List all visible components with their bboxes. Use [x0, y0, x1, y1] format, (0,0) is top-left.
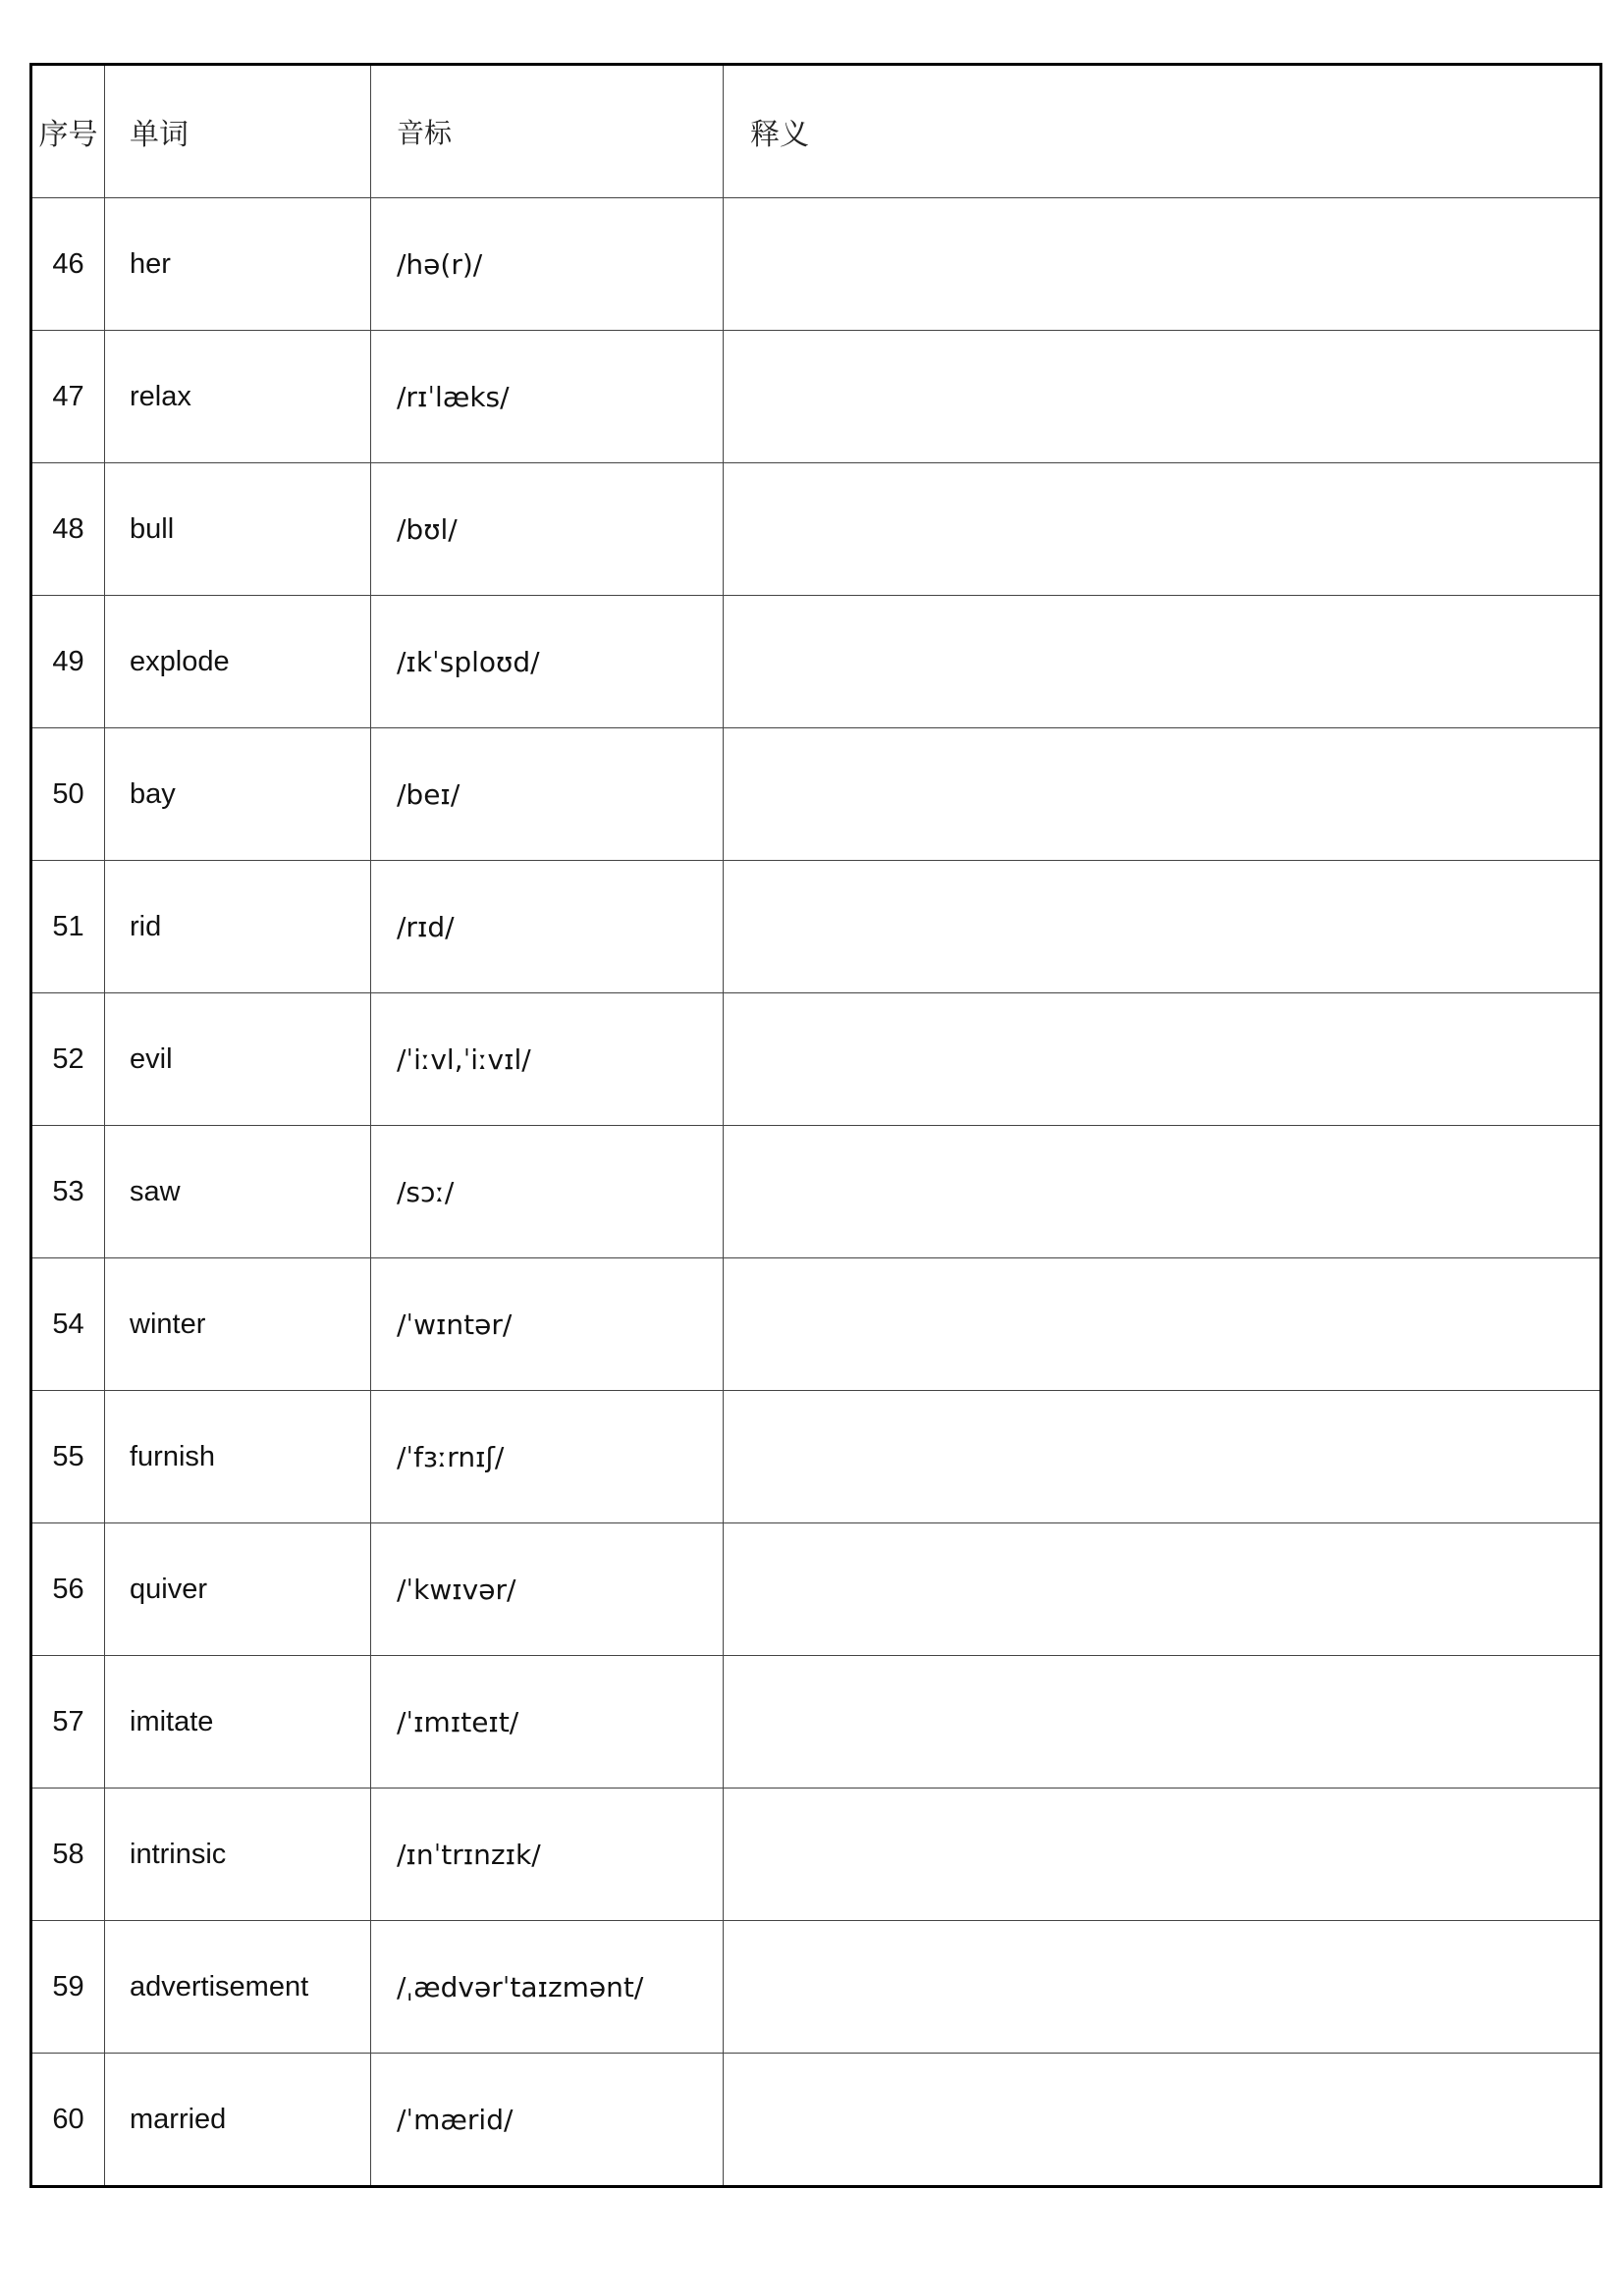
row-phonetic: /ˈɪmɪteɪt/ — [371, 1656, 724, 1789]
header-word: 单词 — [105, 65, 371, 198]
row-phonetic: /sɔː/ — [371, 1126, 724, 1258]
table-row — [31, 1656, 1601, 1789]
table-row — [31, 1523, 1601, 1656]
row-number: 51 — [31, 861, 105, 993]
row-phonetic: /ˈiːvl,ˈiːvɪl/ — [371, 993, 724, 1126]
row-definition — [724, 728, 1601, 861]
row-phonetic: /bʊl/ — [371, 463, 724, 596]
row-word: rid — [105, 861, 371, 993]
row-number: 59 — [31, 1921, 105, 2054]
row-number: 53 — [31, 1126, 105, 1258]
row-word: imitate — [105, 1656, 371, 1789]
row-word: her — [105, 198, 371, 331]
row-phonetic: /rɪˈlæks/ — [371, 331, 724, 463]
row-word: furnish — [105, 1391, 371, 1523]
row-definition — [724, 2054, 1601, 2187]
row-phonetic: /ɪnˈtrɪnzɪk/ — [371, 1789, 724, 1921]
header-definition: 释义 — [724, 65, 1601, 198]
row-definition — [724, 1391, 1601, 1523]
row-phonetic: /ˌædvərˈtaɪzmənt/ — [371, 1921, 724, 2054]
row-word: saw — [105, 1126, 371, 1258]
row-number: 48 — [31, 463, 105, 596]
row-number: 55 — [31, 1391, 105, 1523]
row-phonetic: /hə(r)/ — [371, 198, 724, 331]
row-number: 52 — [31, 993, 105, 1126]
table-row — [31, 1258, 1601, 1391]
table-row — [31, 993, 1601, 1126]
row-definition — [724, 1921, 1601, 2054]
row-phonetic: /ˈmærid/ — [371, 2054, 724, 2187]
row-word: advertisement — [105, 1921, 371, 2054]
row-word: bull — [105, 463, 371, 596]
header-number: 序号 — [31, 65, 105, 198]
row-word: evil — [105, 993, 371, 1126]
table-row — [31, 1921, 1601, 2054]
row-phonetic: /rɪd/ — [371, 861, 724, 993]
row-definition — [724, 1126, 1601, 1258]
row-number: 47 — [31, 331, 105, 463]
row-definition — [724, 331, 1601, 463]
row-number: 57 — [31, 1656, 105, 1789]
table-row — [31, 728, 1601, 861]
table-row — [31, 1126, 1601, 1258]
row-definition — [724, 993, 1601, 1126]
table-row — [31, 1391, 1601, 1523]
row-definition — [724, 463, 1601, 596]
row-word: explode — [105, 596, 371, 728]
row-number: 50 — [31, 728, 105, 861]
row-definition — [724, 198, 1601, 331]
table-row — [31, 198, 1601, 331]
row-phonetic: /ˈfɜːrnɪʃ/ — [371, 1391, 724, 1523]
row-phonetic: /ɪkˈsploʊd/ — [371, 596, 724, 728]
table-row — [31, 331, 1601, 463]
row-number: 58 — [31, 1789, 105, 1921]
row-number: 60 — [31, 2054, 105, 2187]
row-word: relax — [105, 331, 371, 463]
table-row — [31, 463, 1601, 596]
row-definition — [724, 1656, 1601, 1789]
table-row — [31, 1789, 1601, 1921]
row-definition — [724, 1258, 1601, 1391]
row-word: winter — [105, 1258, 371, 1391]
row-number: 54 — [31, 1258, 105, 1391]
row-definition — [724, 861, 1601, 993]
table-header-row — [31, 65, 1601, 198]
row-word: intrinsic — [105, 1789, 371, 1921]
row-definition — [724, 596, 1601, 728]
row-phonetic: /ˈwɪntər/ — [371, 1258, 724, 1391]
vocabulary-table — [29, 63, 1602, 2188]
row-number: 46 — [31, 198, 105, 331]
header-phonetic: 音标 — [371, 65, 724, 198]
row-definition — [724, 1523, 1601, 1656]
table-row — [31, 861, 1601, 993]
row-phonetic: /beɪ/ — [371, 728, 724, 861]
row-phonetic: /ˈkwɪvər/ — [371, 1523, 724, 1656]
row-word: bay — [105, 728, 371, 861]
row-word: quiver — [105, 1523, 371, 1656]
row-word: married — [105, 2054, 371, 2187]
table-row — [31, 2054, 1601, 2187]
row-number: 56 — [31, 1523, 105, 1656]
row-definition — [724, 1789, 1601, 1921]
table-row — [31, 596, 1601, 728]
row-number: 49 — [31, 596, 105, 728]
